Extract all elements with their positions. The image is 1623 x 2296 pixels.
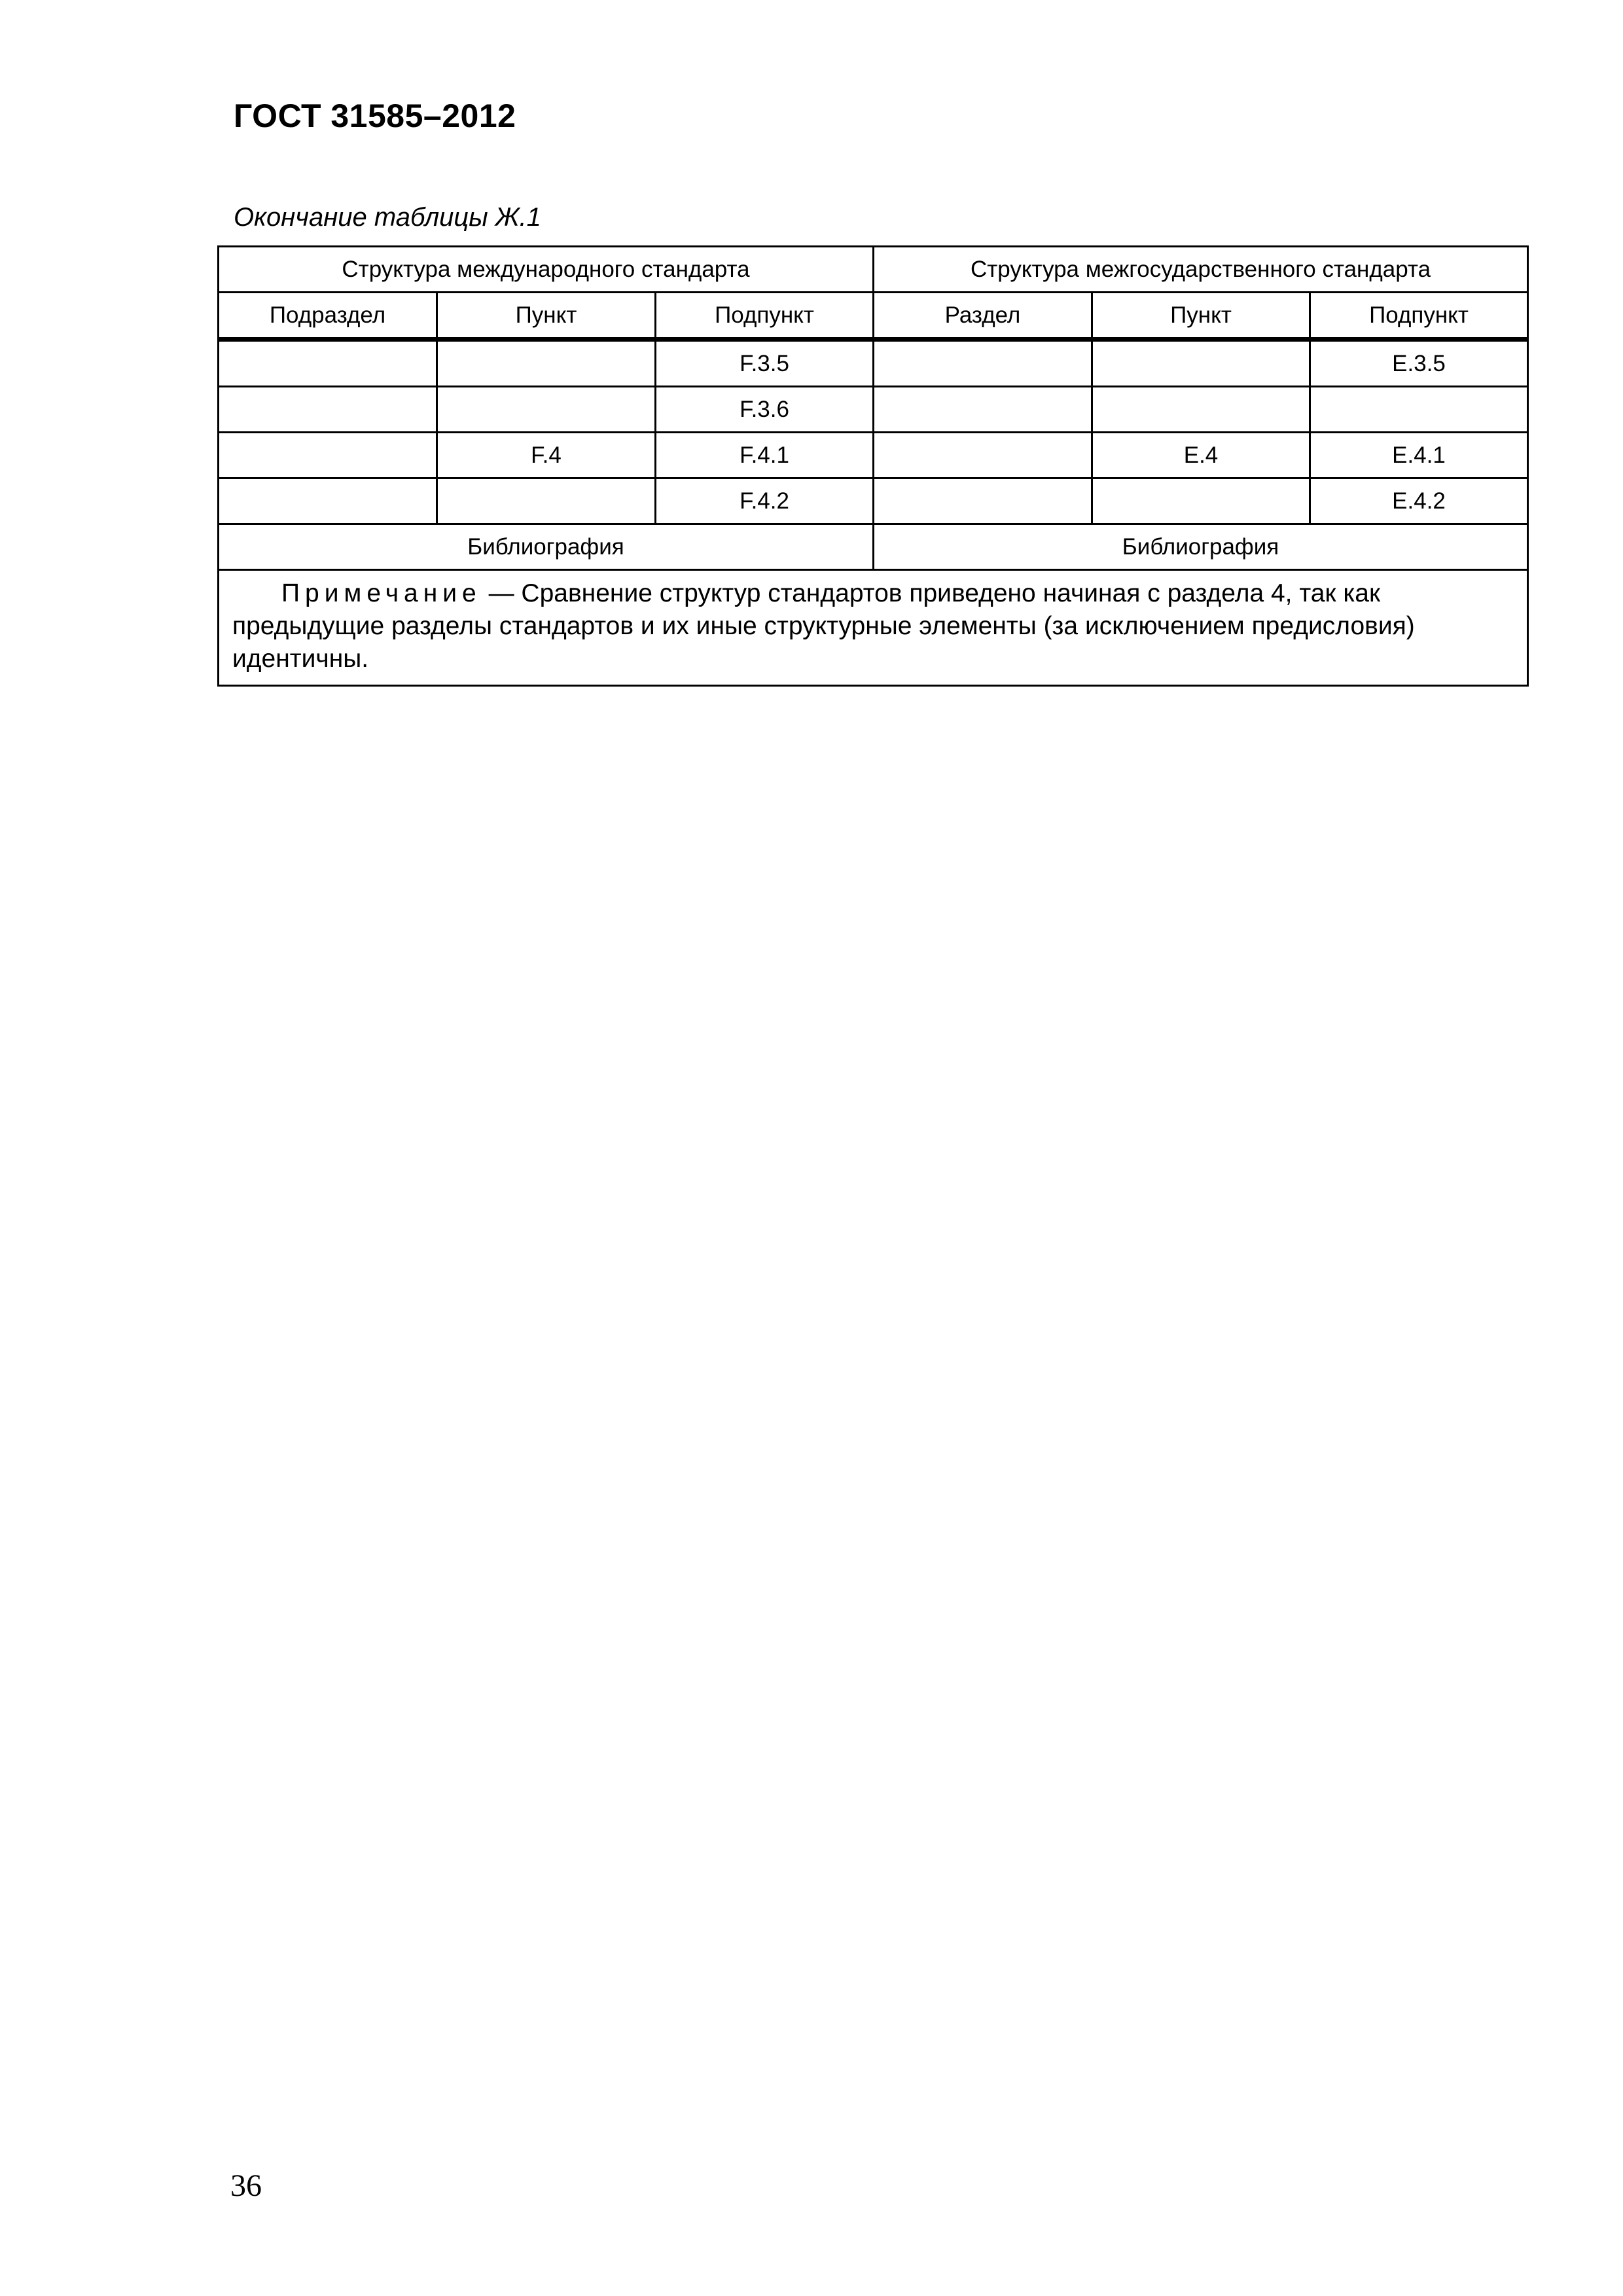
bibliography-interstate: Библиография <box>874 524 1528 570</box>
structure-comparison-table <box>217 245 1529 687</box>
column-header: Пункт <box>437 293 656 340</box>
table-row <box>219 433 1528 478</box>
group-header-row <box>219 247 1528 293</box>
table-cell: E.4 <box>1092 433 1310 478</box>
table-note <box>219 570 1528 686</box>
table-cell: F.4.2 <box>656 478 874 524</box>
table-row <box>219 387 1528 433</box>
table-cell: F.3.5 <box>656 340 874 387</box>
table-cell <box>1092 387 1310 433</box>
column-header: Подпункт <box>1310 293 1528 340</box>
table-cell <box>874 387 1092 433</box>
table-cell <box>1310 387 1528 433</box>
table-cell: F.3.6 <box>656 387 874 433</box>
table-cell: E.4.1 <box>1310 433 1528 478</box>
table-cell <box>219 433 437 478</box>
table-cell <box>874 433 1092 478</box>
column-header: Пункт <box>1092 293 1310 340</box>
table-cell <box>437 387 656 433</box>
table-cell: F.4.1 <box>656 433 874 478</box>
table-cell: E.3.5 <box>1310 340 1528 387</box>
group-header-international: Структура международного стандарта <box>219 247 874 293</box>
note-text: — Сравнение структур стандартов приведено начиная с раздела 4, так как предыдущие разделы стандартов и их иные структурные элементы (за исключением предисловия) идентичны. <box>232 579 1415 673</box>
note-label: Примечание <box>281 579 482 607</box>
column-header: Подпункт <box>656 293 874 340</box>
table-cell <box>219 340 437 387</box>
note-row <box>219 570 1528 686</box>
document-header-title: ГОСТ 31585–2012 <box>234 98 516 134</box>
table-cell: F.4 <box>437 433 656 478</box>
page-number: 36 <box>230 2168 262 2203</box>
bibliography-international: Библиография <box>219 524 874 570</box>
column-header: Подраздел <box>219 293 437 340</box>
bibliography-row <box>219 524 1528 570</box>
table-caption: Окончание таблицы Ж.1 <box>234 203 541 232</box>
group-header-interstate: Структура межгосударственного стандарта <box>874 247 1528 293</box>
table-cell <box>1092 478 1310 524</box>
column-header-row <box>219 293 1528 340</box>
table-cell <box>219 387 437 433</box>
table-cell <box>874 340 1092 387</box>
table-cell <box>437 340 656 387</box>
column-header: Раздел <box>874 293 1092 340</box>
table-cell <box>874 478 1092 524</box>
table-cell <box>437 478 656 524</box>
table-cell <box>1092 340 1310 387</box>
table-row <box>219 340 1528 387</box>
table-cell: E.4.2 <box>1310 478 1528 524</box>
table-cell <box>219 478 437 524</box>
table-row <box>219 478 1528 524</box>
